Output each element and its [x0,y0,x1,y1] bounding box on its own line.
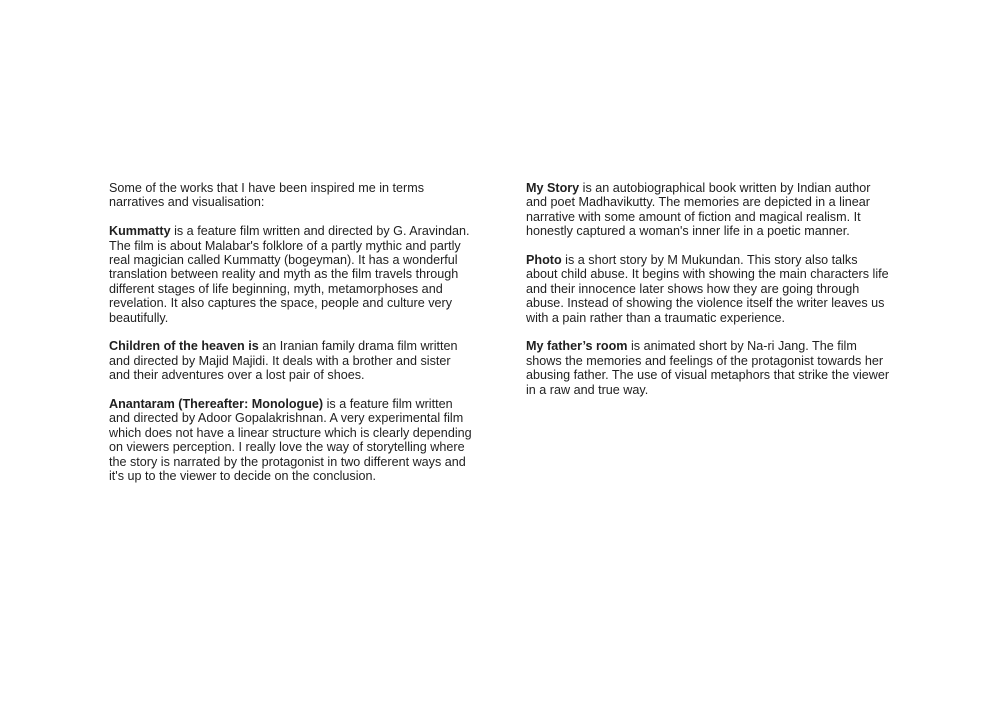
entry-my-fathers-room [526,339,892,397]
entry-children-of-heaven [109,339,475,382]
left-column [109,181,475,498]
entry-title: Children of the heaven is [109,339,259,354]
entry-title: Anantaram (Thereafter: Monologue) [109,397,324,412]
entry-anantaram [109,397,475,483]
right-column [526,181,892,411]
entry-title: My Story [526,181,580,195]
entry-title: My father’s room [526,339,628,354]
entry-text: is a feature film written and directed by Adoor Gopalakrishnan. A very experimental film which does not have a linear structure which is clearly depending on viewers perception. I really love the way of storytelling where the story is narrated by the protagonist in two different ways and it's up to the viewer to decide on the conclusion. [109,397,472,484]
intro-paragraph: Some of the works that I have been inspired me in terms narratives and visualisation: [109,181,424,210]
entry-title: Kummatty [109,224,171,239]
entry-text: is animated short by Na-ri Jang. The film shows the memories and feelings of the protagonist towards her abusing father. The use of visual metaphors that strike the viewer in a raw and true way. [526,339,890,397]
entry-photo [526,253,892,325]
entry-text: is a short story by M Mukundan. This story also talks about child abuse. It begins with showing the main characters life and their innocence later shows how they are going through abuse. Instead of showing the violence itself the writer leaves us with a pain rather than a traumatic experience. [526,253,889,325]
entry-text: is an autobiographical book written by Indian author and poet Madhavikutty. The memories are depicted in a linear narrative with some amount of fiction and magical realism. It honestly captured a woman's inner life in a poetic manner. [526,181,871,239]
entry-text: an Iranian family drama film written and directed by Majid Majidi. It deals with a brother and sister and their adventures over a lost pair of shoes. [109,339,458,383]
entry-text: is a feature film written and directed by G. Aravindan. The film is about Malabar's folklore of a partly mythic and partly real magician called Kummatty (bogeyman). It has a wonderful translation between reality and myth as the film travels through different stages of life beginning, myth, metamorphoses and revelation. It also captures the space, people and culture very beautifully. [109,224,470,325]
entry-kummatty [109,224,475,325]
entry-my-story [526,181,892,239]
entry-title: Photo [526,253,562,268]
